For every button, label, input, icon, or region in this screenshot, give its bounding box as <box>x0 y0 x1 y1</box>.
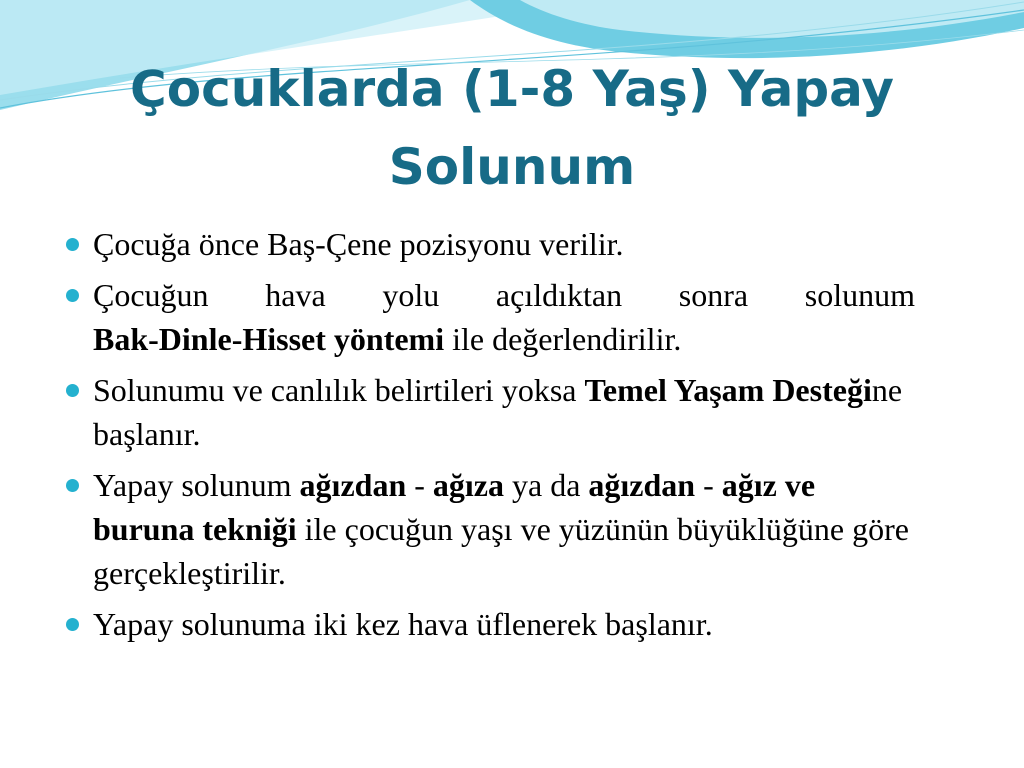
slide-title <box>60 50 964 206</box>
bullet-2-bold-1: Bak-Dinle-Hisset yöntemi <box>93 321 445 357</box>
bullet-icon <box>66 479 79 492</box>
bullet-icon <box>66 289 79 302</box>
bullet-3-text-2: ne başlanır. <box>93 372 903 452</box>
bullet-item-4 <box>93 463 915 595</box>
bullet-3-text-1: Solunumu ve canlılık belirtileri yoksa <box>93 372 585 408</box>
bullet-2-line-1: Çocuğun hava yolu açıldıktan sonra solunum <box>93 277 915 313</box>
bullet-3-bold-1: Temel Yaşam Desteği <box>584 372 872 408</box>
bullet-item-5 <box>93 602 915 646</box>
bullet-4-bold-4: ağız ve buruna tekniği <box>93 467 816 547</box>
bullet-item-2 <box>93 273 915 361</box>
bullet-4-text-3: ya da <box>503 467 589 503</box>
bullet-list <box>93 222 915 653</box>
title-line-1: Çocuklarda (1-8 Yaş) Yapay <box>130 60 894 118</box>
bullet-4-text-4: - <box>695 467 722 503</box>
title-line-2: Solunum <box>388 138 636 196</box>
bullet-icon <box>66 238 79 251</box>
bullet-icon <box>66 384 79 397</box>
bullet-icon <box>66 618 79 631</box>
bullet-5-text: Yapay solunuma iki kez hava üflenerek başlanır. <box>93 606 713 642</box>
bullet-4-text-2: - <box>406 467 433 503</box>
bullet-4-bold-2: ağıza <box>432 467 504 503</box>
bullet-4-text-5: ile çocuğun yaşı ve yüzünün büyüklüğüne göre gerçekleştirilir. <box>93 511 909 591</box>
bullet-4-bold-3: ağızdan <box>588 467 696 503</box>
bullet-item-3 <box>93 368 915 456</box>
bullet-4-bold-1: ağızdan <box>299 467 407 503</box>
bullet-1-text: Çocuğa önce Baş-Çene pozisyonu verilir. <box>93 226 624 262</box>
bullet-item-1 <box>93 222 915 266</box>
bullet-4-text-1: Yapay solunum <box>93 467 300 503</box>
bullet-2-text-2: ile değerlendirilir. <box>444 321 682 357</box>
